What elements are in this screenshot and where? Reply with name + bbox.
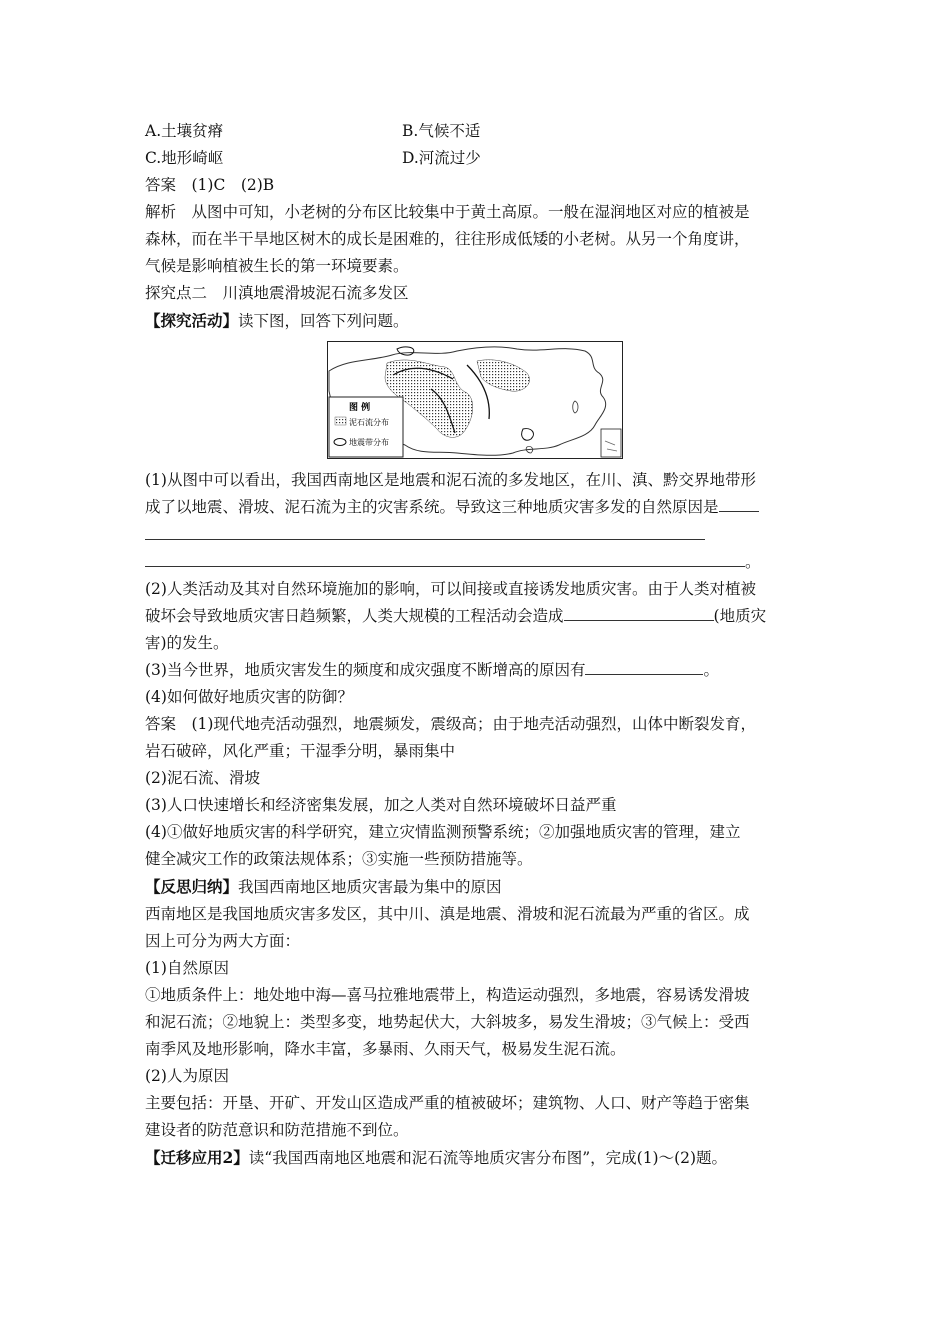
option-row: [145, 145, 810, 172]
reflect-line: ①地质条件上：地处地中海—喜马拉雅地震带上，构造运动强烈，多地震，容易诱发滑坡: [145, 986, 750, 1004]
answer-blank[interactable]: [585, 657, 703, 675]
reflect-title: 我国西南地区地质灾害最为集中的原因: [238, 878, 502, 896]
reflect-line: 南季风及地形影响，降水丰富，多暴雨、久雨天气，极易发生泥石流。: [145, 1040, 626, 1058]
answer-2-line: 健全减灾工作的政策法规体系；③实施一些预防措施等。: [145, 850, 533, 868]
reflect-label: 【反思归纳】: [145, 877, 239, 896]
question-3-line: [145, 657, 810, 684]
question-3-text: (3)当今世界，地质灾害发生的频度和成灾强度不断增高的原因有: [145, 661, 586, 679]
reflect-line: (2)人为原因: [145, 1067, 229, 1085]
transfer-heading: [145, 1144, 810, 1172]
map-legend-title: 图 例: [349, 403, 371, 413]
answer-2-line: 岩石破碎，风化严重；干湿季分明，暴雨集中: [145, 742, 456, 760]
reflect-line: 西南地区是我国地质灾害多发区，其中川、滇是地震、滑坡和泥石流最为严重的省区。成: [145, 905, 750, 923]
map-legend-debris-flow: 泥石流分布: [349, 418, 389, 427]
answer-blank[interactable]: [145, 549, 745, 567]
reflect-line: (1)自然原因: [145, 959, 229, 977]
question-2-text: 破坏会导致地质灾害日趋频繁，人类大规模的工程活动会造成: [145, 607, 564, 625]
question-4-line: (4)如何做好地质灾害的防御？: [145, 688, 353, 706]
document-page: [145, 118, 810, 1172]
reflect-line: 因上可分为两大方面：: [145, 932, 301, 950]
reflect-line: 和泥石流；②地貌上：类型多变，地势起伏大，大斜坡多，易发生滑坡；③气候上：受西: [145, 1013, 750, 1031]
option-a: A.土壤贫瘠: [145, 122, 224, 140]
option-c: C.地形崎岖: [145, 149, 224, 167]
period: 。: [703, 661, 719, 679]
answer-blank[interactable]: [145, 521, 705, 540]
analysis-line: 解析 从图中可知，小老树的分布区比较集中于黄土高原。一般在湿润地区对应的植被是: [145, 203, 750, 221]
activity-text: 读下图，回答下列问题。: [238, 312, 409, 330]
transfer-text: 读“我国西南地区地震和泥石流等地质灾害分布图”，完成(1)～(2)题。: [248, 1149, 728, 1167]
option-b: B.气候不适: [402, 122, 481, 140]
reflect-heading: [145, 873, 810, 901]
map-legend-earthquake-belt: 地震带分布: [349, 438, 389, 447]
question-2-line: (2)人类活动及其对自然环境施加的影响，可以间接或直接诱发地质灾害。由于人类对植被: [145, 580, 756, 598]
activity-label: 【探究活动】: [145, 311, 239, 330]
option-d: D.河流过少: [402, 149, 481, 167]
answer-2-line: (2)泥石流、滑坡: [145, 769, 260, 787]
question-1-line: [145, 494, 810, 521]
question-2-line: 害)的发生。: [145, 634, 229, 652]
reflect-line: 建设者的防范意识和防范措施不到位。: [145, 1121, 409, 1139]
activity-heading: [145, 307, 810, 335]
option-row: [145, 118, 810, 145]
answer-2-line: 答案 (1)现代地壳活动强烈，地震频发，震级高；由于地壳活动强烈，山体中断裂发育，: [145, 715, 756, 733]
answer-2-line: (3)人口快速增长和经济密集发展，加之人类对自然环境破坏日益严重: [145, 796, 617, 814]
transfer-label: 【迁移应用2】: [145, 1148, 249, 1167]
question-2-line: [145, 603, 810, 630]
answer-line: 答案 (1)C (2)B: [145, 176, 275, 194]
period: 。: [745, 553, 761, 571]
analysis-line: 森林，而在半干旱地区树木的成长是困难的，往往形成低矮的小老树。从另一个角度讲，: [145, 230, 750, 248]
answer-2-line: (4)①做好地质灾害的科学研究，建立灾情监测预警系统；②加强地质灾害的管理，建立: [145, 823, 741, 841]
question-1-line: (1)从图中可以看出，我国西南地区是地震和泥石流的多发地区，在川、滇、黔交界地带形: [145, 471, 756, 489]
answer-blank[interactable]: [719, 494, 759, 512]
reflect-line: 主要包括：开垦、开矿、开发山区造成严重的植被破坏；建筑物、人口、财产等趋于密集: [145, 1094, 750, 1112]
china-hazard-map: [327, 341, 623, 459]
answer-blank[interactable]: [564, 603, 714, 621]
section-title: 探究点二 川滇地震滑坡泥石流多发区: [145, 284, 409, 302]
answer-blank-line: [145, 549, 810, 576]
question-2-text: (地质灾: [713, 607, 767, 625]
question-1-text: 成了以地震、滑坡、泥石流为主的灾害系统。导致这三种地质灾害多发的自然原因是: [145, 498, 719, 516]
analysis-line: 气候是影响植被生长的第一环境要素。: [145, 257, 409, 275]
